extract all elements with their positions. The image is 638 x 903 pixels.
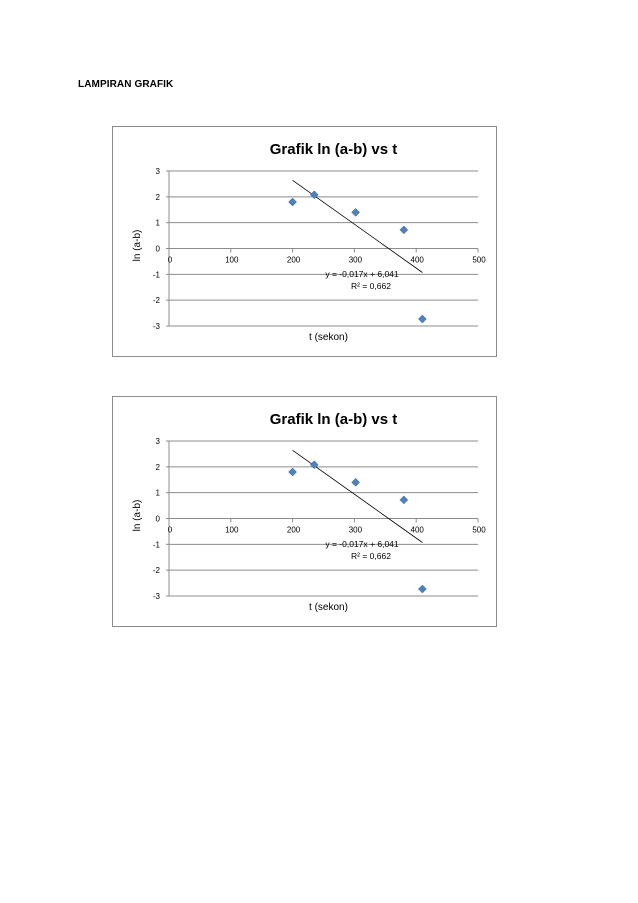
chart-title: Grafik ln (a-b) vs t — [269, 141, 398, 158]
y-tick-label: 2 — [155, 462, 160, 472]
x-axis-title: t (sekon) — [309, 332, 348, 343]
trendline-equation: y = -0,017x + 6,041 — [325, 269, 399, 279]
data-point — [352, 478, 360, 486]
x-tick-label: 200 — [286, 255, 301, 265]
y-tick-label: -3 — [152, 322, 160, 331]
y-tick-label: 0 — [155, 244, 160, 254]
trendline-r2: R² = 0,662 — [351, 281, 391, 291]
data-point — [352, 208, 360, 216]
y-axis-title: ln (a-b) — [132, 229, 143, 262]
chart-1-svg — [113, 127, 496, 356]
x-tick-label: 200 — [286, 525, 301, 535]
y-tick-label: 1 — [155, 218, 160, 228]
x-tick-label: 300 — [348, 525, 363, 535]
y-tick-label: 1 — [155, 488, 160, 498]
page-heading: LAMPIRAN GRAFIK — [78, 79, 174, 90]
data-point — [289, 198, 297, 206]
y-tick-label: -2 — [152, 296, 160, 306]
trendline-equation: y = -0,017x + 6,041 — [325, 539, 399, 549]
x-tick-label: 0 — [167, 255, 173, 265]
chart-2-svg — [113, 397, 496, 626]
x-axis-title: t (sekon) — [309, 602, 348, 613]
y-axis-title: ln (a-b) — [132, 499, 143, 532]
chart-2 — [112, 396, 497, 627]
x-tick-label: 300 — [348, 255, 363, 265]
trendline-r2: R² = 0,662 — [351, 551, 391, 561]
y-tick-label: 3 — [155, 437, 160, 446]
x-tick-label: 400 — [410, 255, 424, 265]
y-tick-label: 0 — [155, 514, 160, 524]
data-point — [400, 226, 408, 234]
x-tick-label: 100 — [225, 255, 239, 265]
data-point — [418, 315, 426, 323]
y-tick-label: 3 — [155, 167, 160, 176]
data-point — [400, 496, 408, 504]
y-tick-label: -2 — [152, 566, 160, 576]
x-tick-label: 0 — [167, 525, 173, 535]
x-tick-label: 500 — [472, 255, 486, 265]
x-tick-label: 500 — [472, 525, 486, 535]
y-tick-label: -1 — [152, 270, 160, 280]
x-tick-label: 100 — [225, 525, 239, 535]
chart-title: Grafik ln (a-b) vs t — [269, 411, 398, 428]
data-point — [289, 468, 297, 476]
y-tick-label: -3 — [152, 592, 160, 601]
chart-1 — [112, 126, 497, 357]
data-point — [418, 585, 426, 593]
y-tick-label: -1 — [152, 540, 160, 550]
y-tick-label: 2 — [155, 192, 160, 202]
x-tick-label: 400 — [410, 525, 424, 535]
